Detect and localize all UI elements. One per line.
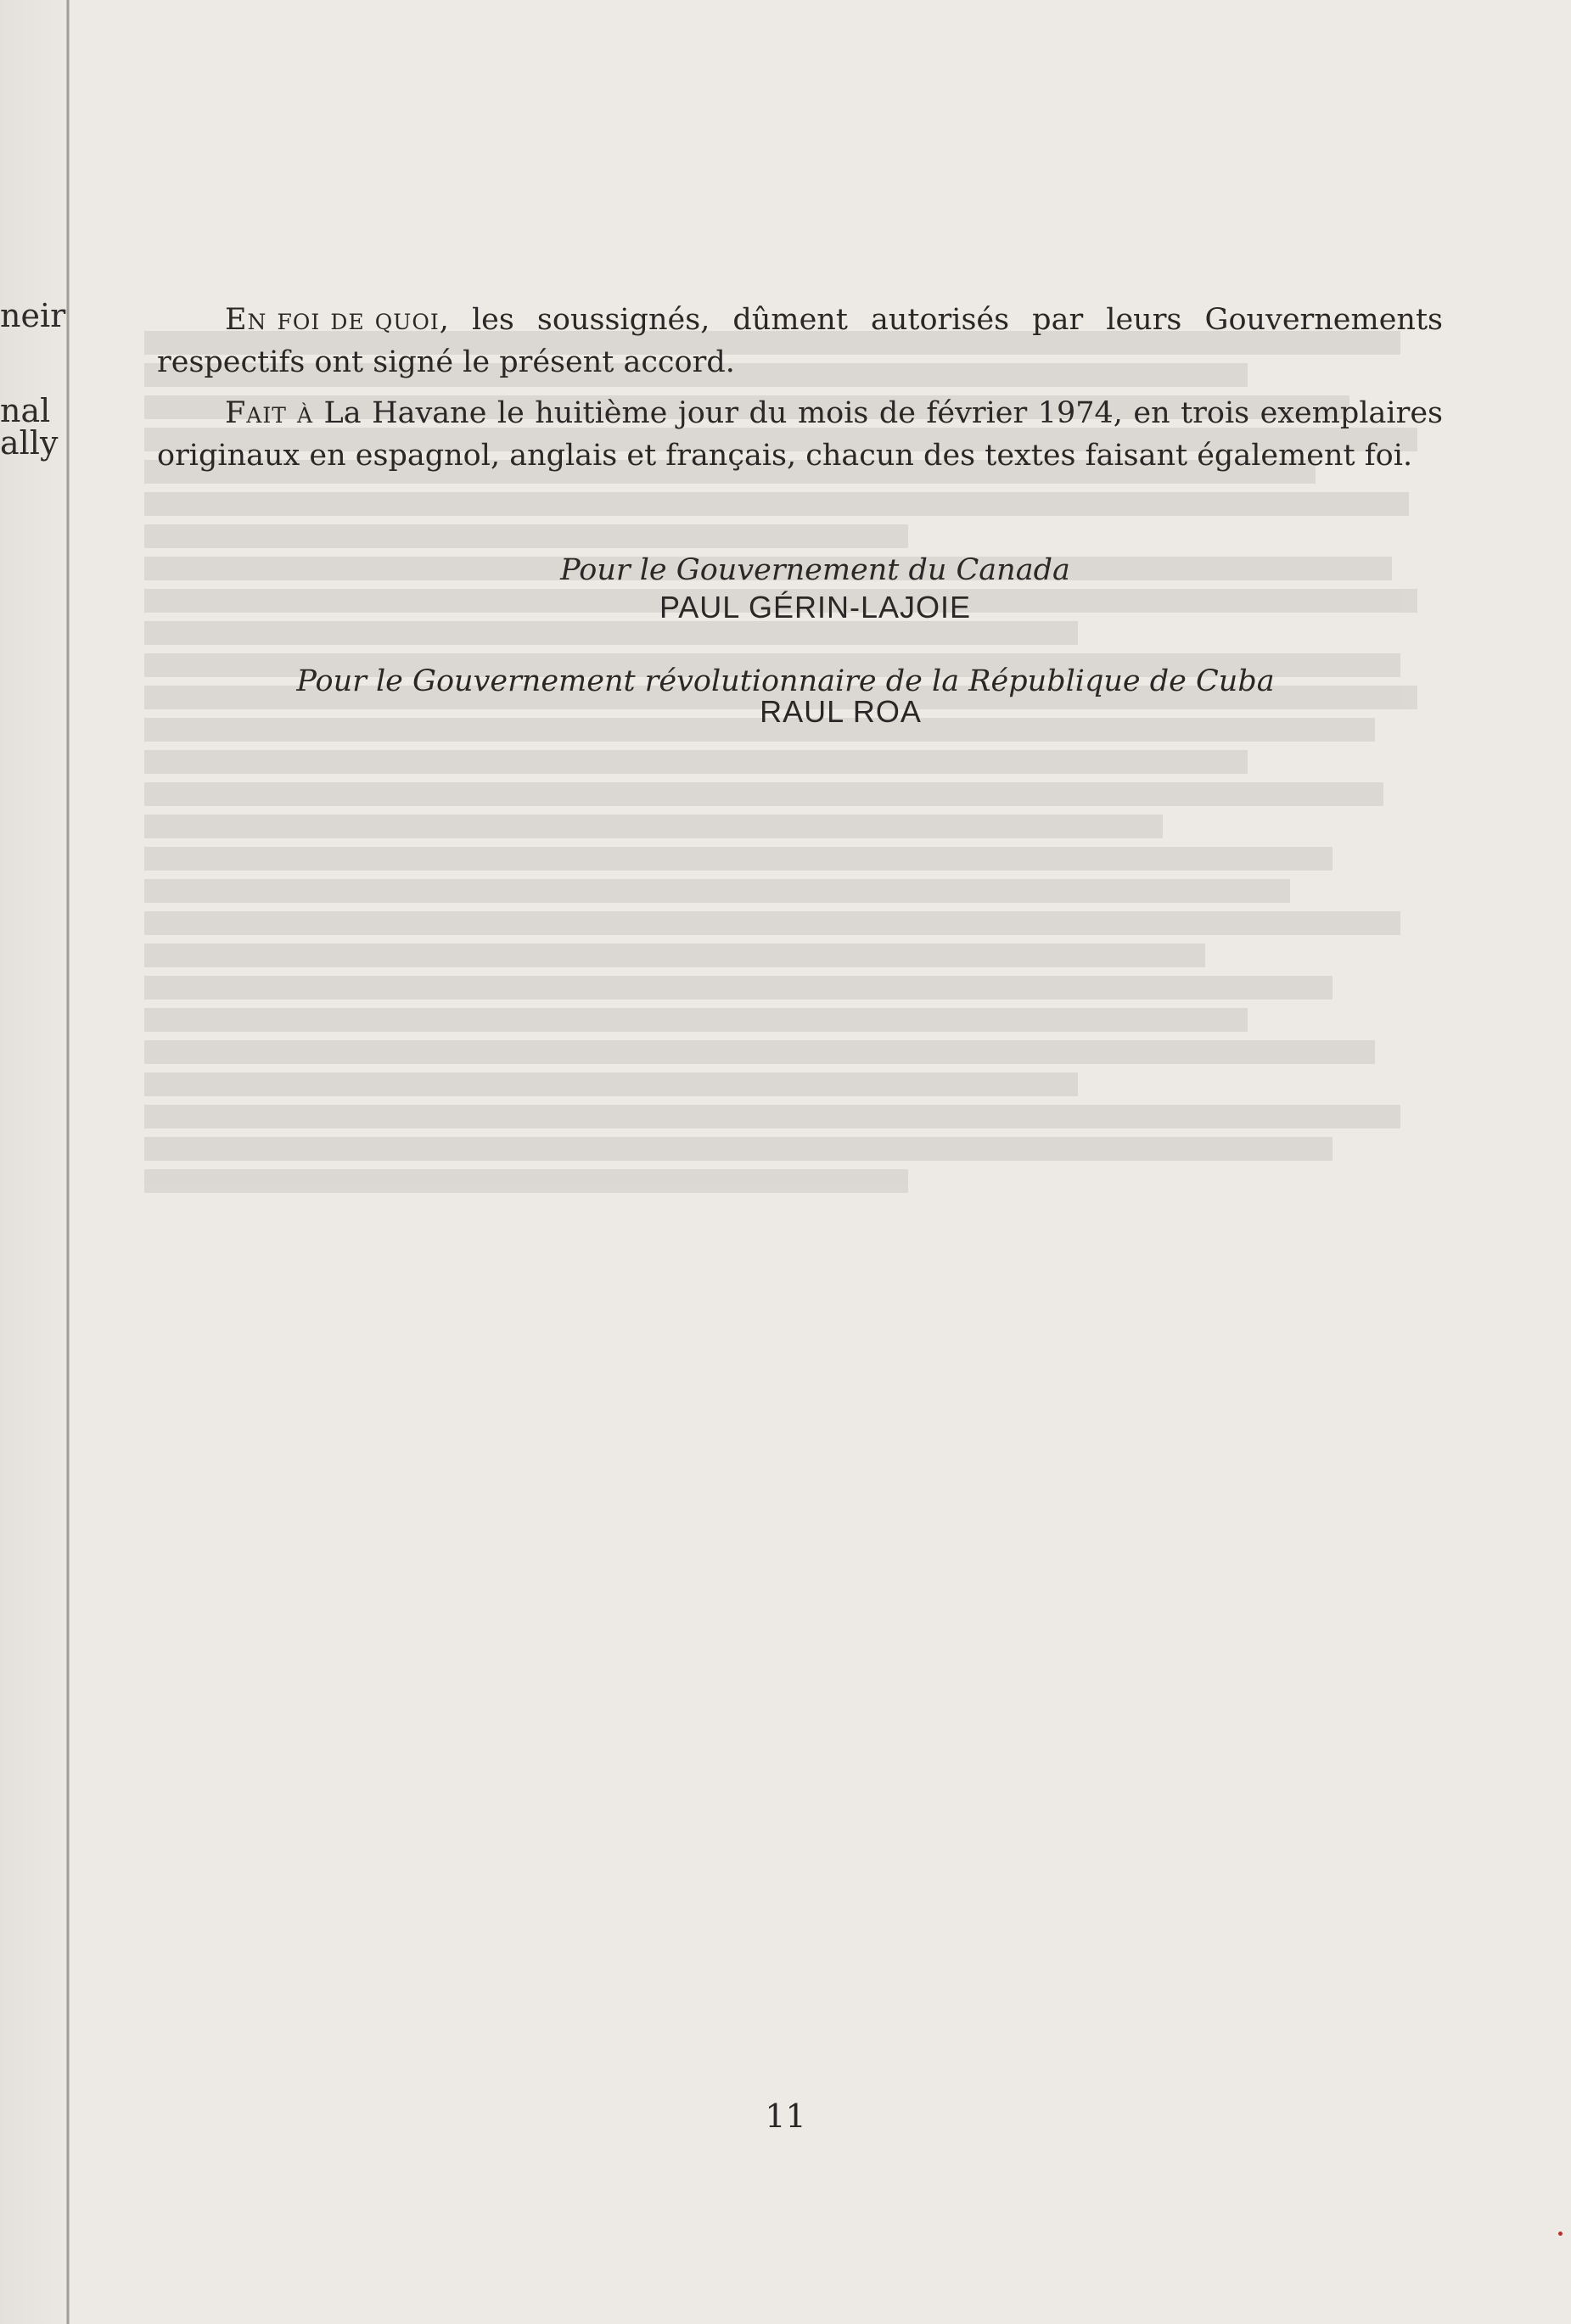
signatory-name-canada: PAUL GÉRIN-LAJOIE bbox=[659, 590, 972, 624]
signature-label-canada: Pour le Gouvernement du Canada bbox=[560, 553, 1070, 587]
show-through-texture bbox=[144, 322, 1417, 1722]
previous-page-fragment: ally bbox=[0, 424, 59, 462]
margin-mark bbox=[1558, 2232, 1563, 2236]
signature-label-cuba: Pour le Gouvernement révolutionnaire de la République de Cuba bbox=[296, 664, 1275, 698]
closing-paragraph bbox=[157, 299, 1443, 384]
previous-page-fragment: neir bbox=[0, 297, 66, 334]
execution-paragraph bbox=[157, 392, 1443, 477]
paragraph-lead: Fait à bbox=[225, 396, 314, 430]
paragraph-text: , les soussignés, dûment autorisés par leurs Gouvernements respectifs ont signé le présent accord. bbox=[157, 303, 1443, 379]
page-number: 11 bbox=[765, 2097, 806, 2135]
binding-fold bbox=[66, 0, 70, 2324]
paragraph-lead: En foi de quoi bbox=[225, 303, 440, 337]
previous-page-fragment: nal bbox=[0, 392, 51, 429]
paragraph-text: La Havane le huitième jour du mois de février 1974, en trois exemplaires originaux en espagnol, anglais et français, chacun des textes faisant également foi. bbox=[157, 396, 1443, 473]
signatory-name-cuba: RAUL ROA bbox=[760, 694, 922, 729]
binding-gutter bbox=[0, 0, 68, 2324]
